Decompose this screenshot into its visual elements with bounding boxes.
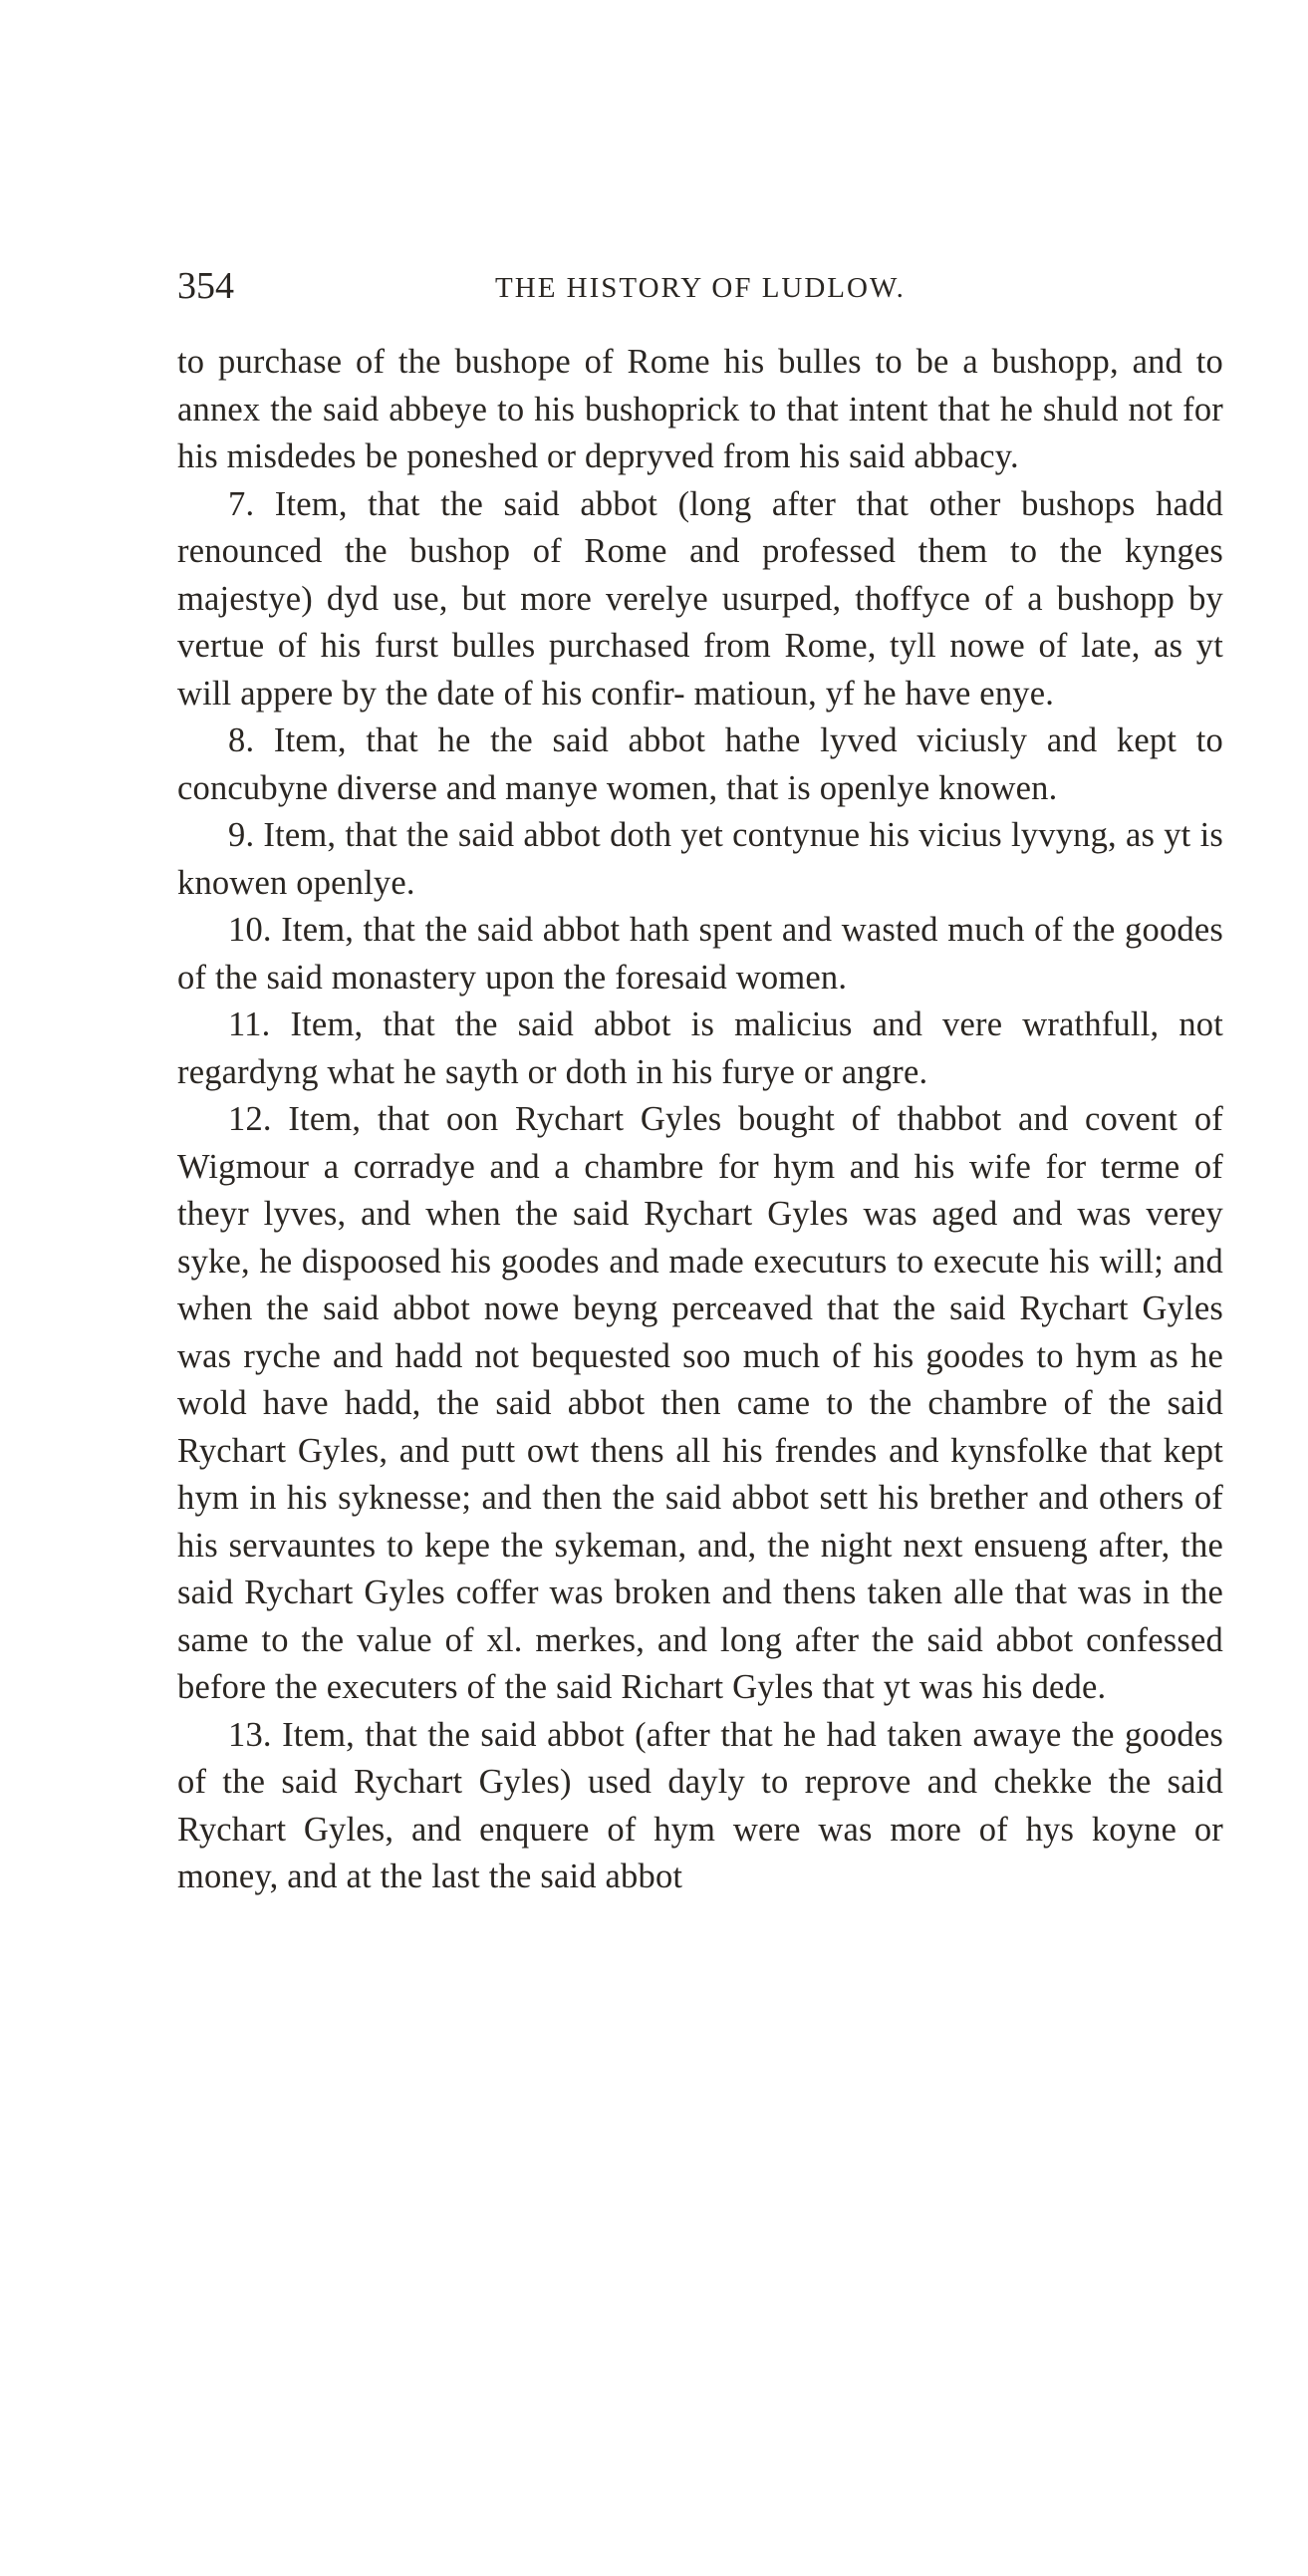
page-number: 354	[177, 265, 234, 307]
running-title: THE HISTORY OF LUDLOW.	[495, 272, 906, 304]
paragraph-item-10: 10. Item, that the said abbot hath spent and wasted much of the goodes of the said monastery upon the foresaid women.	[177, 911, 1223, 997]
paragraph-item-7: 7. Item, that the said abbot (long after that other bushops hadd renounced the bushop of Rome and professed them to the kynges majestye) dyd use, but more verelye usurped, thoffyce of a bushopp by vertue of his furst bulles purchased from Rome, tyll nowe of late, as yt will appere by the date of his confir- matioun, yf he have enye.	[177, 484, 1223, 713]
paragraph-item-12: 12. Item, that oon Rychart Gyles bought of thabbot and covent of Wigmour a corradye and a chambre for hym and his wife for terme of theyr lyves, and when the said Rychart Gyles was aged and was verey syke, he dispoosed his goodes and made executurs to execute his will; and when the said abbot nowe beyng perceaved that the said Rychart Gyles was ryche and hadd not bequested soo much of his goodes to hym as he wold have hadd, the said abbot then came to the chambre of the said Rychart Gyles, and putt owt thens all his frendes and kynsfolke that kept hym in his syknesse; and then the said abbot sett his brether and others of his servauntes to kepe the sykeman, and, the night next ensueng after, the said Rychart Gyles coffer was broken and thens taken alle that was in the same to the value of xl. merkes, and long after the said abbot confessed before the executers of the said Richart Gyles that yt was his dede.	[177, 1100, 1223, 1706]
paragraph-item-11: 11. Item, that the said abbot is malicius and vere wrathfull, not regardyng what he sayth or doth in his furye or angre.	[177, 1005, 1223, 1091]
paragraph-item-9: 9. Item, that the said abbot doth yet contynue his vicius lyvyng, as yt is knowen openlye.	[177, 816, 1223, 902]
body-text	[177, 339, 1223, 1901]
paragraph-item-8: 8. Item, that he the said abbot hathe lyved viciusly and kept to concubyne diverse and manye women, that is openlye knowen.	[177, 721, 1223, 807]
paragraph-continuation: to purchase of the bushope of Rome his bulles to be a bushopp, and to annex the said abbeye to his bushoprick to that intent that he shuld not for his misdedes be poneshed or depryved from his said abbacy.	[177, 343, 1223, 475]
page-header	[177, 261, 1223, 311]
paragraph-item-13: 13. Item, that the said abbot (after that he had taken awaye the goodes of the said Rychart Gyles) used dayly to reprove and chekke the said Rychart Gyles, and enquere of hym were was more of hys koyne or money, and at the last the said abbot	[177, 1715, 1223, 1895]
